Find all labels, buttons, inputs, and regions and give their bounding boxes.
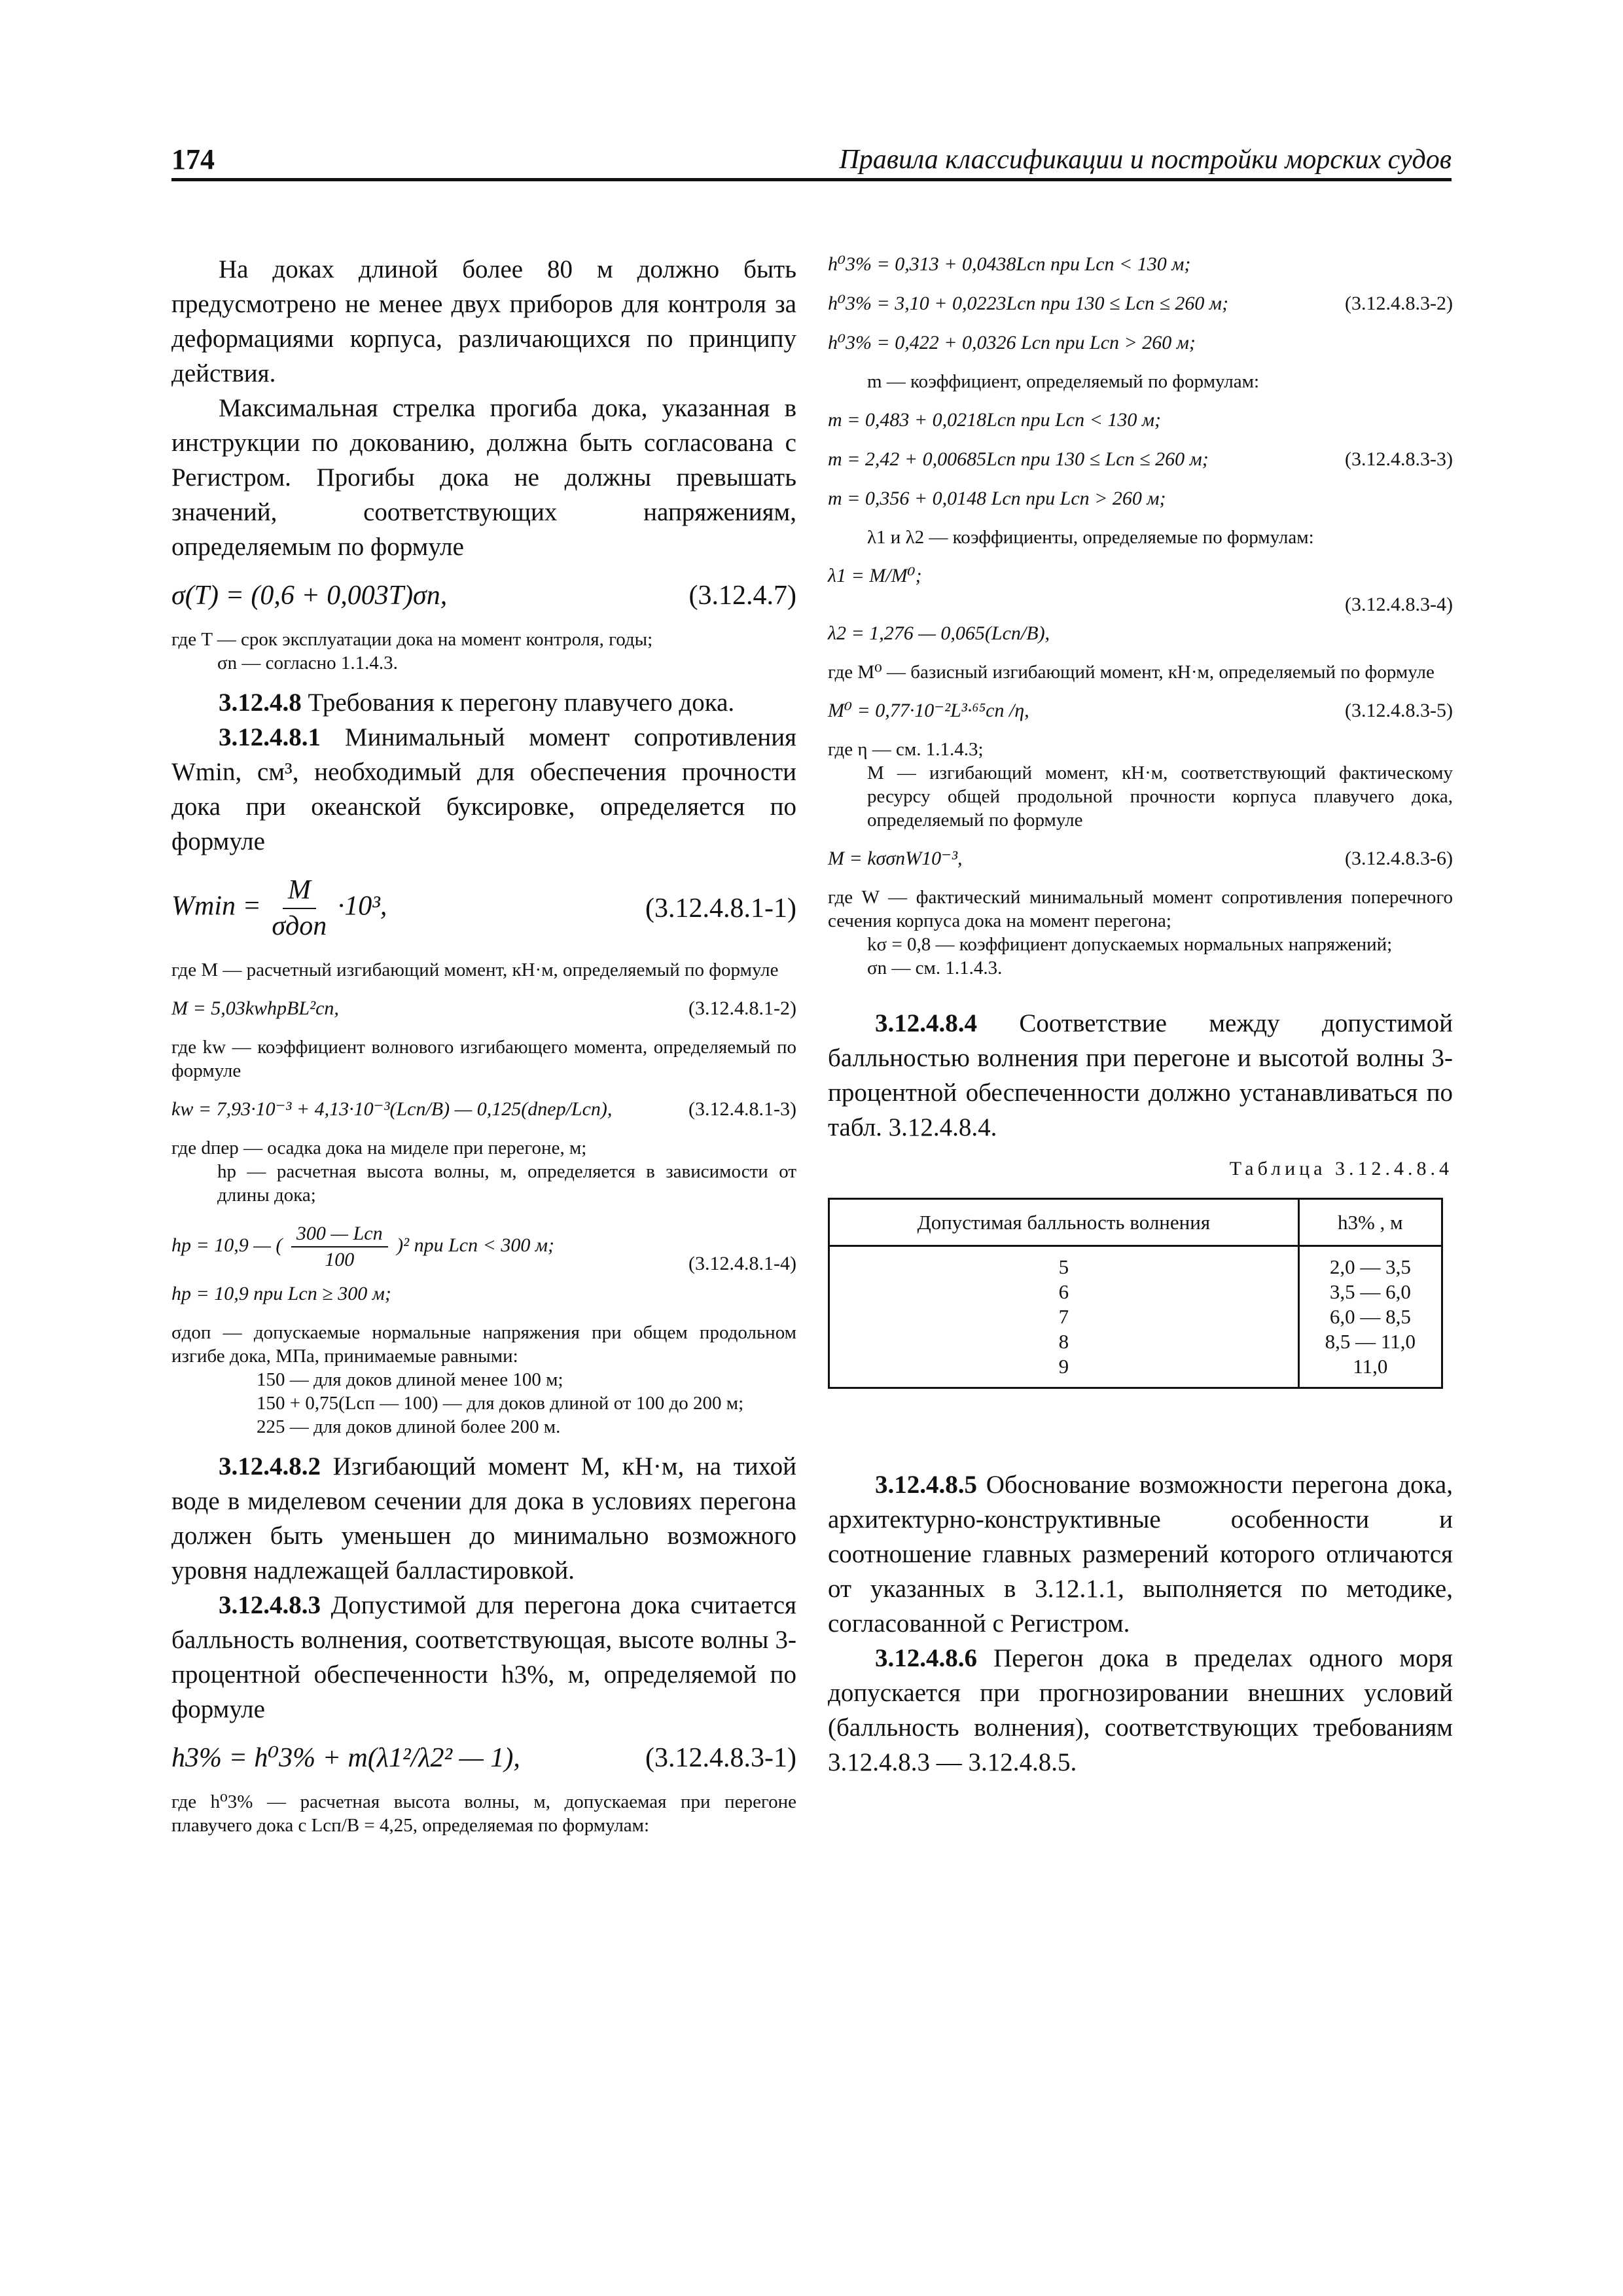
legend-line: где kw — коэффициент волнового изгибающего момента, определяемый по формуле: [171, 1037, 796, 1081]
equation-number: (3.12.4.8.3-2): [1345, 293, 1453, 314]
formula-rhs: ·10³,: [337, 891, 387, 922]
formula-body: [171, 1221, 554, 1306]
table-row: [829, 1280, 1442, 1304]
formula-body: m = 0,483 + 0,0218Lсп при Lсп < 130 м;: [828, 409, 1162, 431]
equation-number: (3.12.4.8.1-1): [645, 893, 796, 924]
formula-3-12-4-8-1-2: [171, 996, 796, 1021]
equation-number: (3.12.4.8.1-2): [688, 997, 796, 1019]
equation-number: (3.12.4.8.3-3): [1345, 448, 1453, 470]
formula-line: [828, 252, 1453, 277]
formula-3-12-4-8-1-3: [171, 1097, 796, 1122]
denominator: 100: [325, 1249, 355, 1270]
formula-legend: [171, 1790, 796, 1837]
left-column: [171, 252, 796, 1841]
formula-body: m = 2,42 + 0,00685Lсп при 130 ≤ Lсп ≤ 260 м;: [828, 448, 1209, 470]
formula-body: M = kσσnW10⁻³,: [828, 848, 963, 869]
formula-legend: [171, 1035, 796, 1083]
formula-legend: [171, 1321, 796, 1439]
paragraph: Максимальная стрелка прогиба дока, указанная в инструкции по докованию, должна быть согласована с Регистром. Прогибы дока не должны превышать значений, соответствующих напряжениям, определяемым по формуле: [171, 394, 796, 561]
denominator: σдоп: [272, 911, 327, 941]
formula-body: m = 0,356 + 0,0148 Lсп при Lсп > 260 м;: [828, 488, 1166, 509]
table-header: h3% , м: [1298, 1199, 1442, 1246]
section-number: 3.12.4.8.4: [875, 1009, 977, 1037]
section-number: 3.12.4.8.1: [219, 723, 321, 751]
formula-legend: [171, 1136, 796, 1207]
legend-line: где T — срок эксплуатации дока на момент контроля, годы;: [171, 629, 653, 650]
formula-3-12-4-8-3-1: [171, 1741, 796, 1776]
table-cell: 8: [829, 1329, 1299, 1354]
section-number: 3.12.4.8: [219, 689, 302, 717]
section-text: Обоснование возможности перегона дока, архитектурно-конструктивные особенности и соотношение главных размерений которого отличаются от указанных в 3.12.1.1, выполняется по методике, согласованной с Регистром.: [828, 1471, 1453, 1638]
formula-legend: [828, 886, 1453, 980]
legend-line: σдоп — допускаемые нормальные напряжения при общем продольном изгибе дока, МПа, принимаемые равными:: [171, 1322, 796, 1367]
formula-body: M = 5,03kwhpBL²сп,: [171, 997, 339, 1019]
section-text: Перегон дока в пределах одного моря допускается при прогнозировании внешних условий (балльность волнения), соответствующих требованиям 3.12.4.8.3 — 3.12.4.8.5.: [828, 1644, 1453, 1776]
legend-line: σn — см. 1.1.4.3.: [867, 958, 1003, 978]
table-cell: 2,0 — 3,5: [1298, 1246, 1442, 1280]
formula-lhs: Wmin =: [171, 891, 261, 922]
table-row: [829, 1354, 1442, 1388]
legend-line: где h⁰3% — расчетная высота волны, м, допускаемая при перегоне плавучего дока с Lсп/B = 4,25, определяемая по формулам:: [171, 1791, 796, 1836]
formula-legend: [828, 738, 1453, 832]
section-text: Допустимой для перегона дока считается балльность волнения, соответствующая, высоте волны 3-процентной обеспеченности h3%, м, определяемой по формуле: [171, 1591, 796, 1723]
table-cell: 7: [829, 1304, 1299, 1329]
formula-line: [828, 331, 1453, 355]
formula-3-12-4-8-3-3: [828, 447, 1453, 472]
formula-3-12-4-8-1-1: [171, 873, 796, 944]
equation-number: (3.12.4.8.1-4): [688, 1253, 796, 1274]
formula-3-12-4-8-1-4: [171, 1221, 796, 1306]
formula-rhs: )² при Lсп < 300 м;: [397, 1234, 554, 1256]
section-text: Требования к перегону плавучего дока.: [301, 689, 735, 717]
formula-legend: [171, 628, 796, 675]
legend-line: где M — расчетный изгибающий момент, кН·м, определяемый по формуле: [171, 960, 779, 980]
table-cell: 6: [829, 1280, 1299, 1304]
equation-number: (3.12.4.8.3-4): [1345, 594, 1453, 615]
section-text: Соответствие между допустимой балльностью волнения при перегоне и высотой волны 3-процентной обеспеченности должно устанавливаться по табл. 3.12.4.8.4.: [828, 1009, 1453, 1141]
equation-number: (3.12.4.8.3-6): [1345, 848, 1453, 869]
numerator: 300 — Lсп: [291, 1221, 388, 1247]
formula-body: σ(T) = (0,6 + 0,003T)σn,: [171, 581, 448, 611]
legend-line: σn — согласно 1.1.4.3.: [217, 653, 398, 673]
section-3-12-4-8-6: [828, 1641, 1453, 1780]
equation-number: (3.12.4.7): [688, 581, 796, 611]
formula-line: [828, 486, 1453, 511]
formula-line: [828, 408, 1453, 433]
table-row: [829, 1329, 1442, 1354]
formula-3-12-4-8-3-5: [828, 698, 1453, 723]
formula-line: hp = 10,9 при Lсп ≥ 300 м;: [171, 1283, 391, 1304]
section-text: Изгибающий момент M, кН·м, на тихой воде в миделевом сечении для дока в условиях перегона должен быть уменьшен до минимально возможного уровня надлежащей балластировкой.: [171, 1452, 796, 1585]
equation-number: (3.12.4.8.1-3): [688, 1098, 796, 1120]
equation-number: (3.12.4.8.3-1): [645, 1743, 796, 1773]
table-cell: 9: [829, 1354, 1299, 1388]
legend-line: 150 + 0,75(Lсп — 100) — для доков длиной от 100 до 200 м;: [257, 1393, 744, 1414]
section-number: 3.12.4.8.5: [875, 1471, 977, 1499]
formula-3-12-4-7: [171, 579, 796, 613]
table-row: [829, 1304, 1442, 1329]
running-title: Правила классификации и постройки морских судов: [839, 145, 1452, 175]
formula-legend: [828, 660, 1453, 684]
formula-body: h3% = h⁰3% + m(λ1²/λ2² — 1),: [171, 1743, 520, 1773]
numerator: M: [283, 873, 316, 909]
formula-body: M⁰ = 0,77·10⁻²L³·⁶⁵сп /η,: [828, 700, 1029, 721]
formula-body: h⁰3% = 3,10 + 0,0223Lсп при 130 ≤ Lсп ≤ 260 м;: [828, 293, 1229, 314]
section-number: 3.12.4.8.2: [219, 1452, 321, 1480]
section-3-12-4-8-3: [171, 1588, 796, 1727]
formula-body: [171, 873, 387, 944]
section-3-12-4-8-5: [828, 1467, 1453, 1641]
legend-line: где dпер — осадка дока на миделе при перегоне, м;: [171, 1138, 587, 1158]
formula-body: λ2 = 1,276 — 0,065(Lсп/B),: [828, 622, 1050, 644]
section-number: 3.12.4.8.6: [875, 1644, 977, 1672]
formula-3-12-4-8-3-4: [828, 564, 1453, 646]
equation-number: (3.12.4.8.3-5): [1345, 700, 1453, 721]
legend-line: M — изгибающий момент, кН·м, соответствующий фактическому ресурсу общей продольной прочности корпуса плавучего дока, определяемый по формуле: [867, 762, 1453, 831]
section-number: 3.12.4.8.3: [219, 1591, 321, 1619]
table-cell: 8,5 — 11,0: [1298, 1329, 1442, 1354]
table-caption: Таблица 3.12.4.8.4: [1229, 1158, 1453, 1179]
formula-body: kw = 7,93·10⁻³ + 4,13·10⁻³(Lсп/B) — 0,125(dпер/Lсп),: [171, 1098, 613, 1120]
table-header: Допустимая балльность волнения: [829, 1199, 1299, 1246]
formula-body: h⁰3% = 0,313 + 0,0438Lсп при Lсп < 130 м;: [828, 253, 1191, 275]
legend-line: где η — см. 1.1.4.3;: [828, 739, 984, 760]
right-column: [828, 252, 1453, 1780]
legend-line: kσ = 0,8 — коэффициент допускаемых нормальных напряжений;: [867, 934, 1393, 955]
header-rule: [171, 178, 1452, 181]
formula-legend: [828, 526, 1453, 549]
formula-body: λ1 = M/M⁰;: [828, 565, 922, 586]
table-row: [829, 1246, 1442, 1280]
legend-line: где M⁰ — базисный изгибающий момент, кН·м, определяемый по формуле: [828, 662, 1435, 683]
page-number: 174: [171, 143, 215, 175]
section-3-12-4-8-4: [828, 1006, 1453, 1145]
section-3-12-4-8-2: [171, 1449, 796, 1588]
legend-line: 150 — для доков длиной менее 100 м;: [257, 1369, 563, 1390]
table-cell: 11,0: [1298, 1354, 1442, 1388]
fraction: [291, 1221, 388, 1272]
legend-line: где W — фактический минимальный момент сопротивления поперечного сечения корпуса дока на момент перегона;: [828, 887, 1453, 931]
wave-table: [828, 1198, 1443, 1389]
section-3-12-4-8-1: [171, 720, 796, 859]
formula-lhs: hp = 10,9 — (: [171, 1234, 283, 1256]
formula-body: h⁰3% = 0,422 + 0,0326 Lсп при Lсп > 260 м;: [828, 332, 1196, 353]
legend-line: 225 — для доков длиной более 200 м.: [257, 1416, 561, 1437]
table-cell: 5: [829, 1246, 1299, 1280]
paragraph: На доках длиной более 80 м должно быть предусмотрено не менее двух приборов для контроля за деформациями корпуса, различающихся по принципу действия.: [171, 255, 796, 387]
legend-line: hp — расчетная высота волны, м, определяется в зависимости от длины дока;: [217, 1161, 796, 1206]
table-cell: 3,5 — 6,0: [1298, 1280, 1442, 1304]
legend-line: λ1 и λ2 — коэффициенты, определяемые по формулам:: [867, 527, 1314, 548]
legend-line: m — коэффициент, определяемый по формулам:: [867, 371, 1260, 392]
formula-line: [171, 1221, 554, 1272]
section-text: Минимальный момент сопротивления Wmin, см³, необходимый для обеспечения прочности дока при океанской буксировке, определяется по формуле: [171, 723, 796, 855]
formula-3-12-4-8-3-2: [828, 291, 1453, 316]
table-cell: 6,0 — 8,5: [1298, 1304, 1442, 1329]
formula-legend: [828, 370, 1453, 393]
formula-3-12-4-8-3-6: [828, 846, 1453, 871]
fraction: [272, 873, 327, 944]
section-3-12-4-8: [171, 685, 796, 720]
formula-legend: [171, 958, 796, 982]
